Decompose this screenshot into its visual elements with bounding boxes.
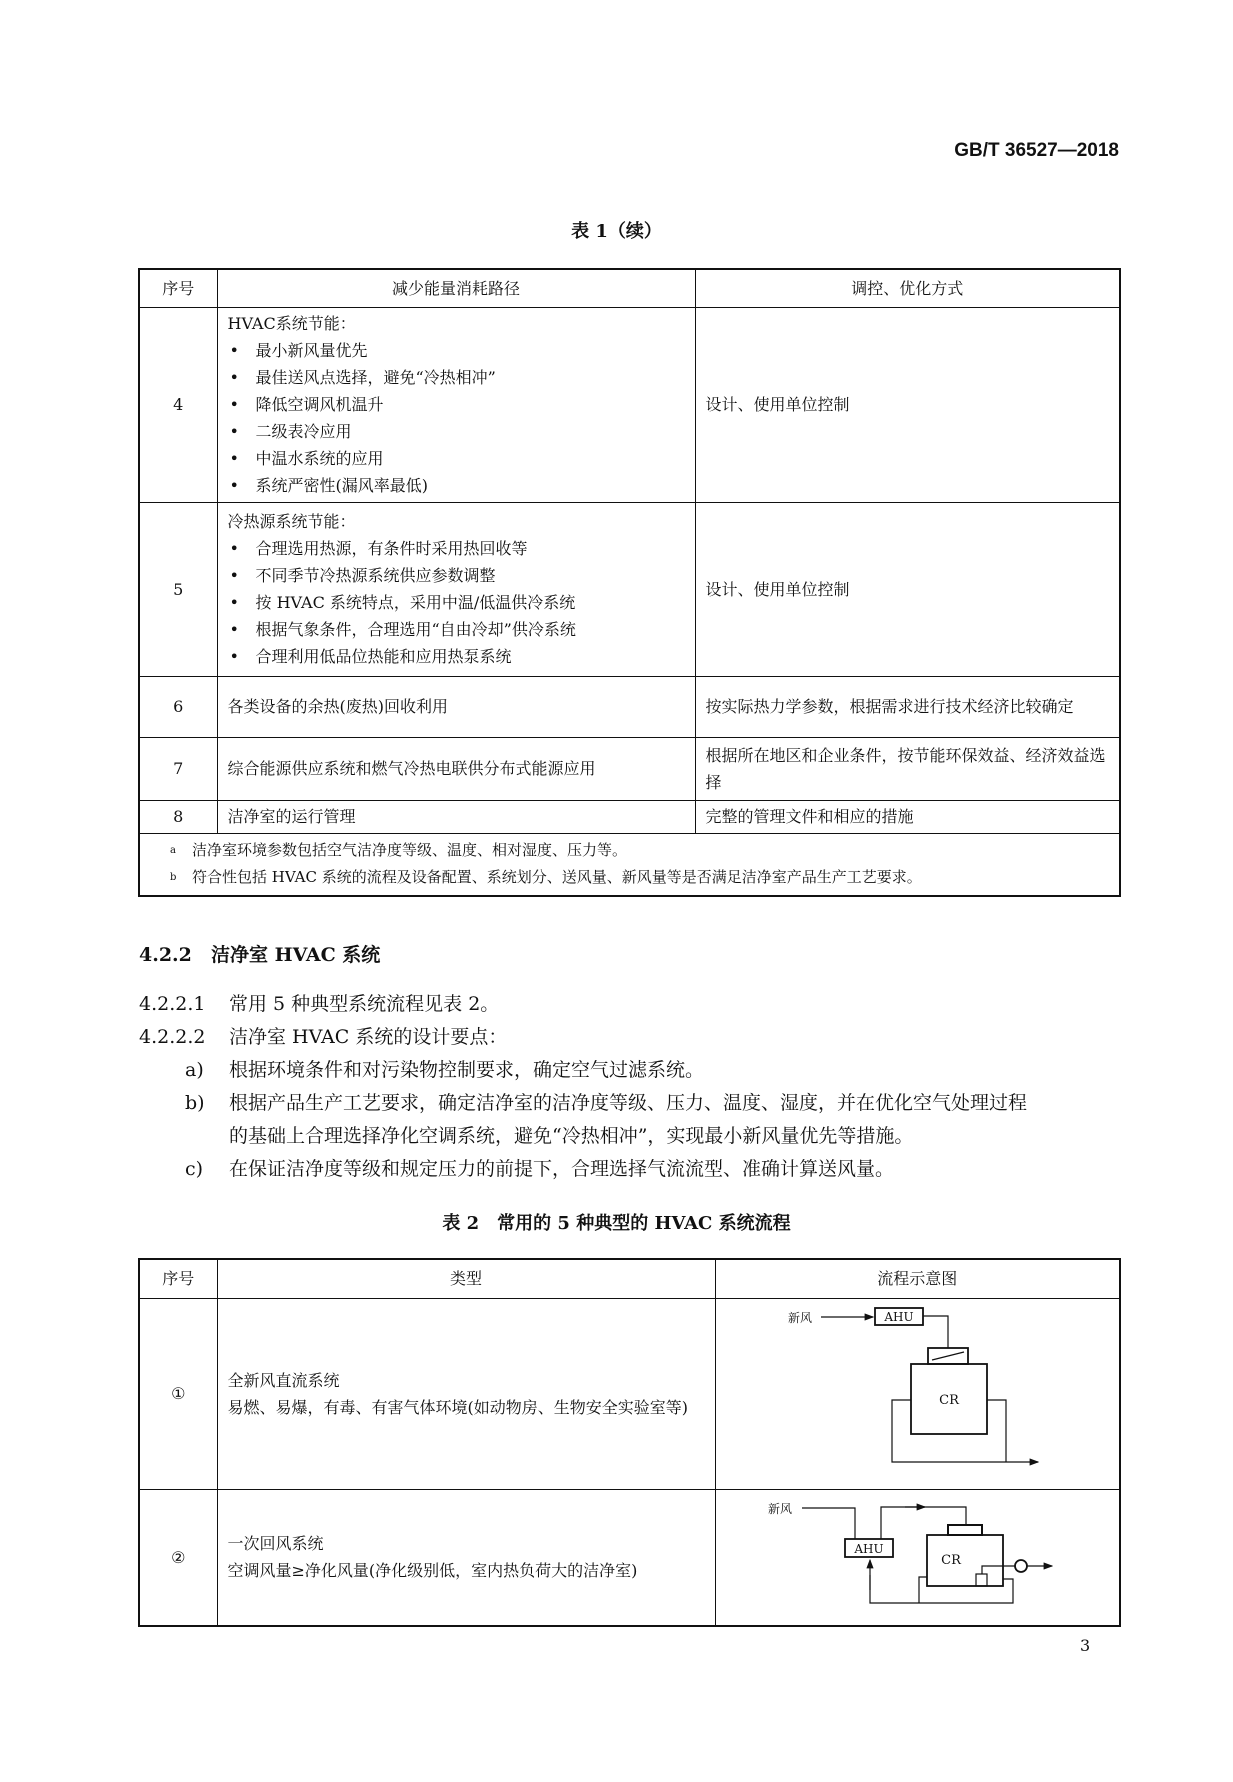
diagram-primary-return	[768, 1502, 1052, 1603]
row-number: 4	[139, 307, 217, 502]
footnote-a: $^a$ 洁净室环境参数包括空气洁净度等级、温度、相对湿度、压力等。	[170, 841, 628, 860]
column-header: 序号	[139, 1259, 217, 1298]
system-description: 易燃、易爆，有毒、有害气体环境(如动物房、生物安全实验室等)	[227, 1397, 688, 1417]
method-cell: 设计、使用单位控制	[695, 502, 1120, 676]
system-type: 全新风直流系统	[227, 1370, 340, 1390]
footnote-b: $^b$ 符合性包括 HVAC 系统的流程及设备配置、系统划分、送风量、新风量等是否满足洁净室产品生产工艺要求。	[170, 868, 922, 887]
page-number: 3	[1080, 1636, 1091, 1655]
column-header: 类型	[217, 1259, 715, 1298]
bullet-item: • 合理利用低品位热能和应用热泵系统	[229, 647, 512, 666]
row-number: 6	[139, 676, 217, 737]
clause-4-2-2-2: 4.2.2.2 洁净室 HVAC 系统的设计要点：	[139, 1026, 508, 1048]
list-item-c: c) 在保证洁净度等级和规定压力的前提下，合理选择气流流型、准确计算送风量。	[185, 1158, 895, 1180]
method-cell: 按实际热力学参数，根据需求进行技术经济比较确定	[695, 676, 1120, 737]
clean-room-box	[927, 1535, 1003, 1586]
path-cell: 综合能源供应系统和燃气冷热电联供分布式能源应用	[217, 737, 695, 800]
system-type: 一次回风系统	[227, 1534, 324, 1554]
fresh-air-label: 新风	[768, 1502, 793, 1516]
row-number: 5	[139, 502, 217, 676]
diagram-once-through	[788, 1308, 1038, 1462]
return-grille	[976, 1574, 987, 1586]
method-cell: 完整的管理文件和相应的措施	[695, 800, 1120, 833]
bullet-item: • 按 HVAC 系统特点，采用中温/低温供冷系统	[229, 593, 576, 612]
bullet-item: • 最小新风量优先	[229, 341, 368, 360]
system-description: 空调风量≥净化风量(净化级别低，室内热负荷大的洁净室)	[227, 1561, 638, 1581]
table2-caption: 表 2 常用的 5 种典型的 HVAC 系统流程	[442, 1213, 791, 1234]
filter-box	[948, 1525, 982, 1535]
table1-caption: 表 1（续）	[571, 221, 662, 242]
exhaust-fan-icon	[1015, 1560, 1027, 1572]
exhaust-arrow	[892, 1400, 1038, 1462]
column-header: 调控、优化方式	[695, 269, 1120, 307]
column-header: 减少能量消耗路径	[217, 269, 695, 307]
list-item-b-continued: 的基础上合理选择净化空调系统，避免“冷热相冲”，实现最小新风量优先等措施。	[229, 1125, 914, 1147]
section-heading: 4.2.2 洁净室 HVAC 系统	[139, 944, 381, 966]
list-item-a: a) 根据环境条件和对污染物控制要求，确定空气过滤系统。	[185, 1059, 705, 1081]
method-cell: 根据所在地区和企业条件，按节能环保效益、经济效益选择	[695, 737, 1120, 800]
bullet-item: • 二级表冷应用	[229, 422, 352, 441]
bullet-item: • 降低空调风机温升	[229, 395, 384, 414]
row-number: ②	[139, 1489, 217, 1626]
path-cell: 洁净室的运行管理	[217, 800, 695, 833]
list-item-b: b) 根据产品生产工艺要求，确定洁净室的洁净度等级、压力、温度、湿度，并在优化空气处理过程	[185, 1092, 1028, 1114]
row-number: 8	[139, 800, 217, 833]
bullet-item: • 系统严密性(漏风率最低)	[229, 476, 428, 495]
path-cell: 各类设备的余热(废热)回收利用	[217, 676, 695, 737]
column-header: 流程示意图	[715, 1259, 1120, 1298]
row-number: ①	[139, 1298, 217, 1489]
bullet-item: • 不同季节冷热源系统供应参数调整	[229, 566, 496, 585]
method-cell: 设计、使用单位控制	[695, 307, 1120, 502]
ahu-label: AHU	[884, 1310, 914, 1324]
bullet-item: • 中温水系统的应用	[229, 449, 384, 468]
path-title: 冷热源系统节能：	[227, 512, 356, 531]
standard-number: GB/T 36527—2018	[954, 140, 1119, 161]
column-header: 序号	[139, 269, 217, 307]
path-title: HVAC系统节能：	[227, 314, 356, 333]
cr-label: CR	[939, 1393, 959, 1408]
fresh-air-label: 新风	[788, 1311, 813, 1325]
clause-4-2-2-1: 4.2.2.1 常用 5 种典型系统流程见表 2。	[139, 993, 500, 1015]
bullet-item: • 根据气象条件，合理选用“自由冷却”供冷系统	[229, 620, 576, 639]
cr-label: CR	[941, 1553, 961, 1568]
row-number: 7	[139, 737, 217, 800]
bullet-item: • 最佳送风点选择，避免“冷热相冲”	[229, 368, 496, 387]
bullet-item: • 合理选用热源，有条件时采用热回收等	[229, 539, 528, 558]
ahu-label: AHU	[854, 1542, 884, 1556]
